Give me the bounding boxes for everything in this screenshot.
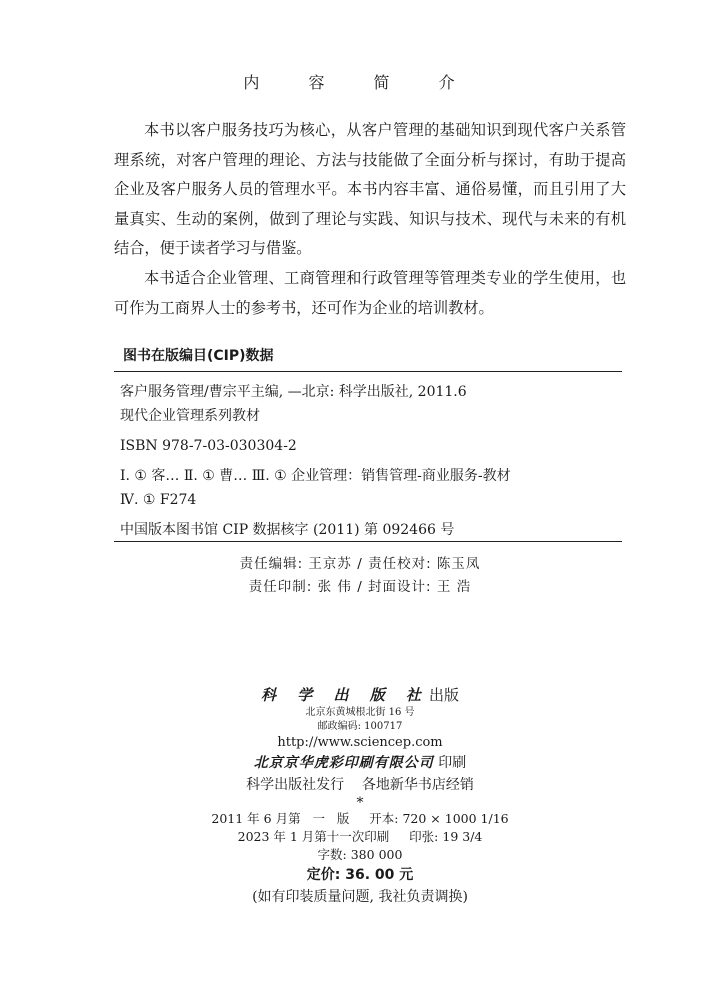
cip-top-rule xyxy=(114,371,622,372)
return-note: (如有印装质量问题, 我社负责调换) xyxy=(252,889,468,905)
cip-block xyxy=(120,380,511,542)
printer-line xyxy=(0,752,720,774)
word-count: 字数: 380 000 xyxy=(317,847,403,862)
price: 定价: 36. 00 元 xyxy=(306,867,414,883)
cip-classification-2: Ⅳ. ① F274 xyxy=(120,492,197,508)
publisher-postcode: 邮政编码: 100717 xyxy=(317,721,403,732)
cip-series-line: 现代企业管理系列教材 xyxy=(120,408,260,424)
separator-star: * xyxy=(356,795,364,811)
cip-header: 图书在版编目(CIP)数据 xyxy=(123,348,274,364)
distribution-line: 科学出版社发行 各地新华书店经销 xyxy=(246,777,474,793)
intro-title: 内 容 简 介 xyxy=(243,73,477,92)
cip-isbn: ISBN 978-7-03-030304-2 xyxy=(120,438,297,454)
printer-suffix: 印刷 xyxy=(438,755,467,771)
publisher-url: http://www.sciencep.com xyxy=(277,735,443,750)
intro-body xyxy=(114,116,626,323)
intro-paragraph-1: 本书以客户服务技巧为核心，从客户管理的基础知识到现代客户关系管理系统，对客户管理的理论、方法与技能做了全面分析与探讨，有助于提高企业及客户服务人员的管理水平。本书内容丰富、通俗易懂，而且引用了大量真实、生动的案例，做到了理论与实践、知识与技术、现代与未来的有机结合，便于读者学习与借鉴。 xyxy=(114,121,626,258)
publisher-logo: 科 学 出 版 社 xyxy=(261,686,429,704)
staff-production: 责任印制: 张 伟 / 封面设计: 王 浩 xyxy=(248,579,472,595)
intro-paragraph-2: 本书适合企业管理、工商管理和行政管理等管理类专业的学生使用，也可作为工商界人士的参考书，还可作为企业的培训教材。 xyxy=(114,268,626,317)
publisher-suffix: 出版 xyxy=(428,686,459,704)
colophon xyxy=(0,684,720,908)
edition-line-1: 2011 年 6 月第 一 版 开本: 720 × 1000 1/16 xyxy=(211,811,509,826)
staff-editors: 责任编辑: 王京苏 / 责任校对: 陈玉凤 xyxy=(239,556,481,572)
publisher-line xyxy=(0,684,720,706)
cip-title-line: 客户服务管理/曹宗平主编, —北京: 科学出版社, 2011.6 xyxy=(120,384,467,400)
printer-name: 北京京华虎彩印刷有限公司 xyxy=(253,755,434,771)
publisher-address: 北京东黄城根北街 16 号 xyxy=(305,707,415,718)
edition-line-2: 2023 年 1 月第十一次印刷 印张: 19 3/4 xyxy=(237,829,483,844)
cip-record-number: 中国版本图书馆 CIP 数据核字 (2011) 第 092466 号 xyxy=(120,522,455,538)
cip-bottom-rule xyxy=(114,541,622,542)
cip-classification-1: Ⅰ. ① 客… Ⅱ. ① 曹… Ⅲ. ① 企业管理：销售管理-商业服务-教材 xyxy=(120,468,511,484)
